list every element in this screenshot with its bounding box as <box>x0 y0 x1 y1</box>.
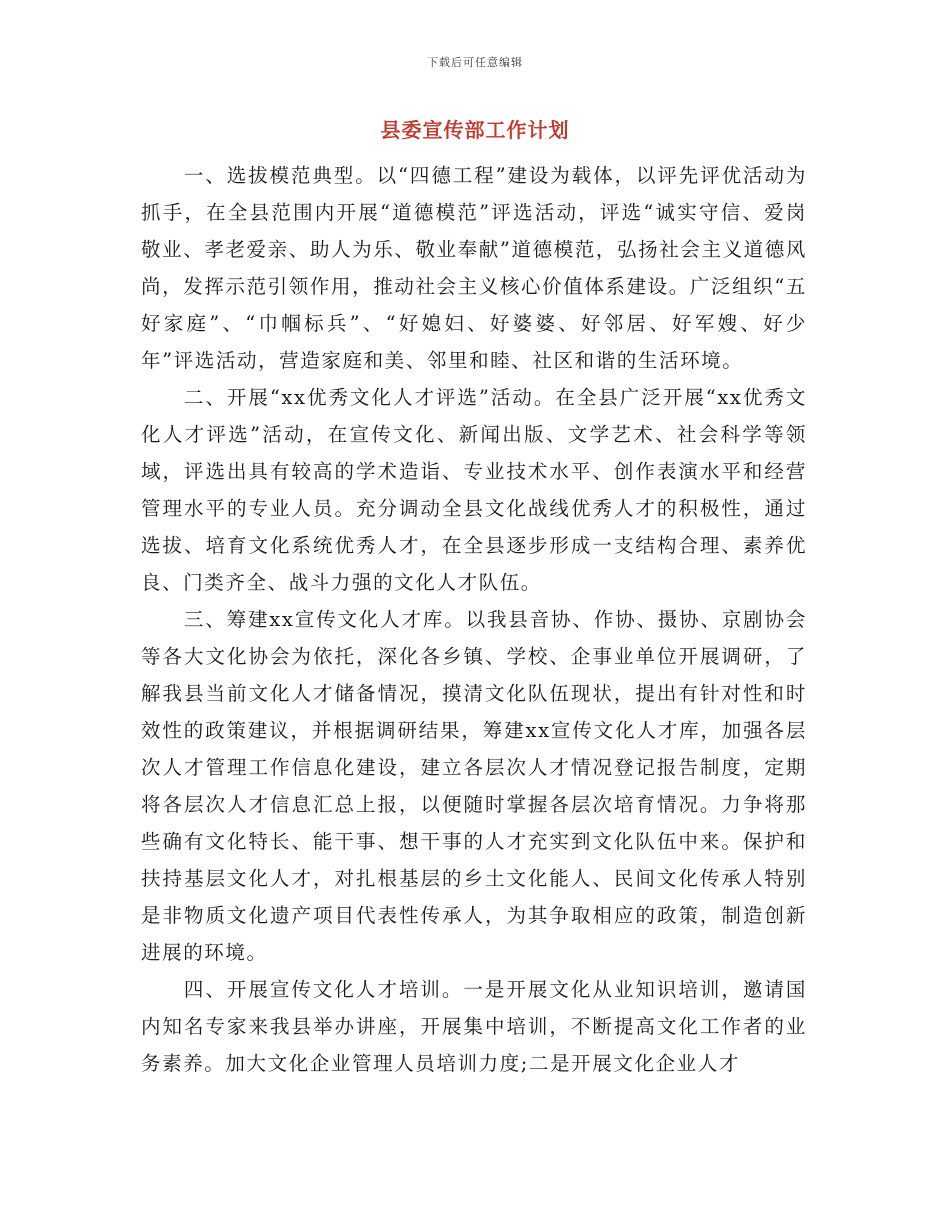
paragraph-3: 三、筹建xx宣传文化人才库。以我县音协、作协、摄协、京剧协会等各大文化协会为依托，深化各乡镇、学校、企事业单位开展调研，了解我县当前文化人才储备情况，摸清文化队伍现状，提出有针对性和时效性的政策建议，并根据调研结果，筹建xx宣传文化人才库，加强各层次人才管理工作信息化建设，建立各层次人才情况登记报告制度，定期将各层次人才信息汇总上报，以便随时掌握各层次培育情况。力争将那些确有文化特长、能干事、想干事的人才充实到文化队伍中来。保护和扶持基层文化人才，对扎根基层的乡土文化能人、民间文化传承人特别是非物质文化遗产项目代表性传承人，为其争取相应的政策，制造创新进展的环境。 <box>141 608 807 964</box>
paragraph-2: 二、开展“xx优秀文化人才评选”活动。在全县广泛开展“xx优秀文化人才评选”活动，在宣传文化、新闻出版、文学艺术、社会科学等领域，评选出具有较高的学术造诣、专业技术水平、创作表演水平和经营管理水平的专业人员。充分调动全县文化战线优秀人才的积极性，通过选拔、培育文化系统优秀人才，在全县逐步形成一支结构合理、素养优良、门类齐全、战斗力强的文化人才队伍。 <box>141 386 807 594</box>
paragraph-4: 四、开展宣传文化人才培训。一是开展文化从业知识培训，邀请国内知名专家来我县举办讲座，开展集中培训，不断提高文化工作者的业务素养。加大文化企业管理人员培训力度;二是开展文化企业人才 <box>141 978 807 1075</box>
paragraph-1: 一、选拔模范典型。以“四德工程”建设为载体，以评先评优活动为抓手，在全县范围内开展“道德模范”评选活动，评选“诚实守信、爱岗敬业、孝老爱亲、助人为乐、敬业奉献”道德模范，弘扬社会主义道德风尚，发挥示范引领作用，推动社会主义核心价值体系建设。广泛组织“五好家庭”、“巾帼标兵”、“好媳妇、好婆婆、好邻居、好军嫂、好少年”评选活动，营造家庭和美、邻里和睦、社区和谐的生活环境。 <box>141 164 807 372</box>
document-title: 县委宣传部工作计划 <box>380 118 570 142</box>
document-body <box>141 157 807 1082</box>
header-note: 下载后可任意编辑 <box>427 56 523 69</box>
